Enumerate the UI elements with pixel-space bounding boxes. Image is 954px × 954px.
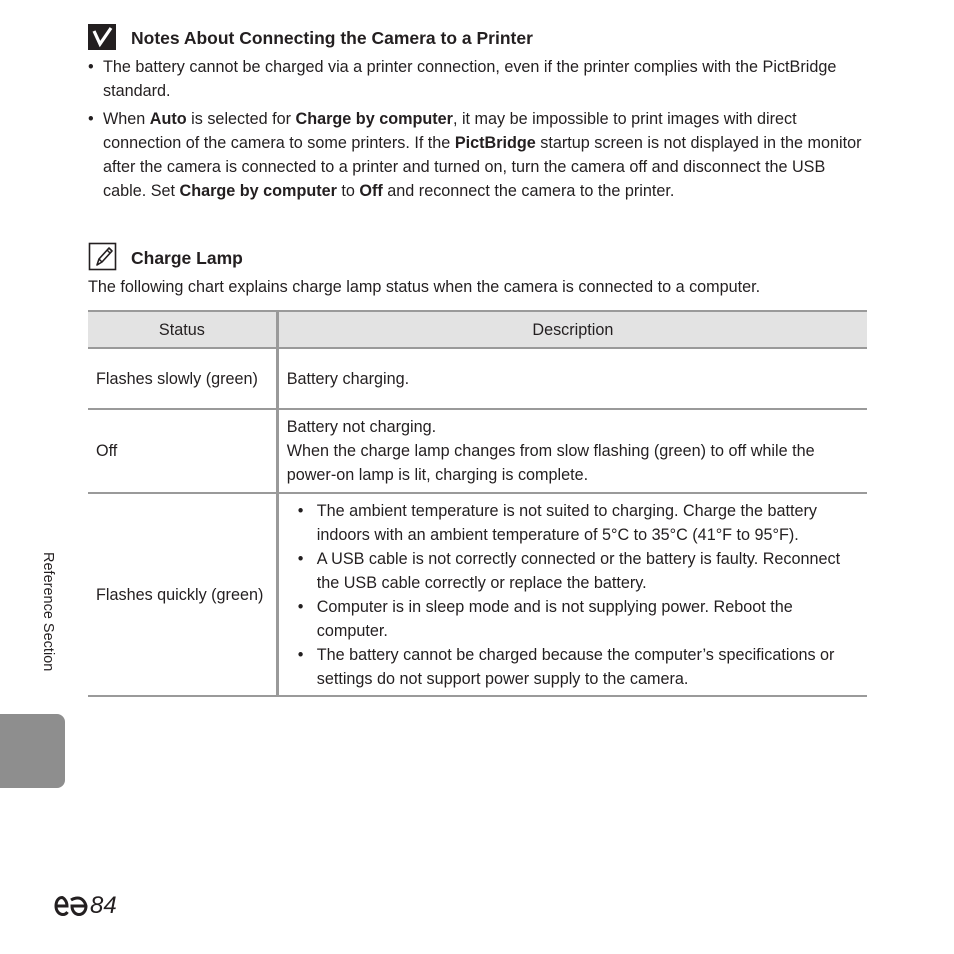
off-term: Off xyxy=(359,182,383,200)
charge-by-computer-term-2: Charge by computer xyxy=(179,182,337,200)
description-cell xyxy=(277,409,867,493)
list-item: • Computer is in sleep mode and is not supplying power. Reboot the computer. xyxy=(298,595,859,643)
description-cell xyxy=(277,493,867,696)
charge-lamp-intro: The following chart explains charge lamp status when the camera is connected to a computer. xyxy=(88,278,761,296)
table-row xyxy=(88,348,867,409)
e-reference-icon xyxy=(54,894,88,918)
table-row xyxy=(88,409,867,493)
notes-bullet-2: • When Auto is selected for Charge by computer, it may be impossible to print images with direct connection of the camera to some printers. If the PictBridge startup screen is not displayed in the monitor after the camera is connected to a printer and turned on, turn the camera off and disconnect the USB cable. Set Charge by computer to Off and reconnect the camera to the printer. xyxy=(88,107,868,203)
table-row xyxy=(88,493,867,696)
page-number xyxy=(54,890,117,922)
pictbridge-term: PictBridge xyxy=(454,134,536,152)
list-item: • A USB cable is not correctly connected or the battery is faulty. Reconnect the USB cable correctly or replace the battery. xyxy=(298,547,859,595)
description-line: Battery not charging. xyxy=(286,418,437,436)
side-section-tab xyxy=(0,714,65,788)
notes-heading-text: Notes About Connecting the Camera to a Printer xyxy=(131,28,533,48)
charge-by-computer-term: Charge by computer xyxy=(295,110,453,128)
list-item: • The ambient temperature is not suited to charging. Charge the battery indoors with an ambient temperature of 5°C to 35°C (41°F to 95°F). xyxy=(298,499,859,547)
status-cell: Off xyxy=(88,409,277,493)
notes-list xyxy=(88,55,868,207)
notes-bullet-1: • The battery cannot be charged via a printer connection, even if the printer complies with the PictBridge standard. xyxy=(88,55,868,103)
description-column-header: Description xyxy=(277,311,867,348)
description-line: When the charge lamp changes from slow flashing (green) to off while the power-on lamp is lit, charging is complete. xyxy=(286,442,815,484)
page-number-text: 84 xyxy=(90,892,117,919)
charge-lamp-heading-text: Charge Lamp xyxy=(131,248,243,268)
status-cell: Flashes slowly (green) xyxy=(88,348,277,409)
check-mark-icon xyxy=(88,24,116,50)
side-section-label: Reference Section xyxy=(40,552,56,672)
status-column-header: Status xyxy=(88,311,277,348)
table-header-row xyxy=(88,311,867,348)
description-bullets xyxy=(298,499,859,691)
list-item: • The battery cannot be charged because the computer’s specifications or settings do not support power supply to the camera. xyxy=(298,643,859,691)
charge-lamp-table xyxy=(88,310,867,697)
description-cell: Battery charging. xyxy=(277,348,867,409)
status-cell: Flashes quickly (green) xyxy=(88,493,277,696)
auto-term: Auto xyxy=(149,110,187,128)
pencil-icon xyxy=(88,242,118,272)
